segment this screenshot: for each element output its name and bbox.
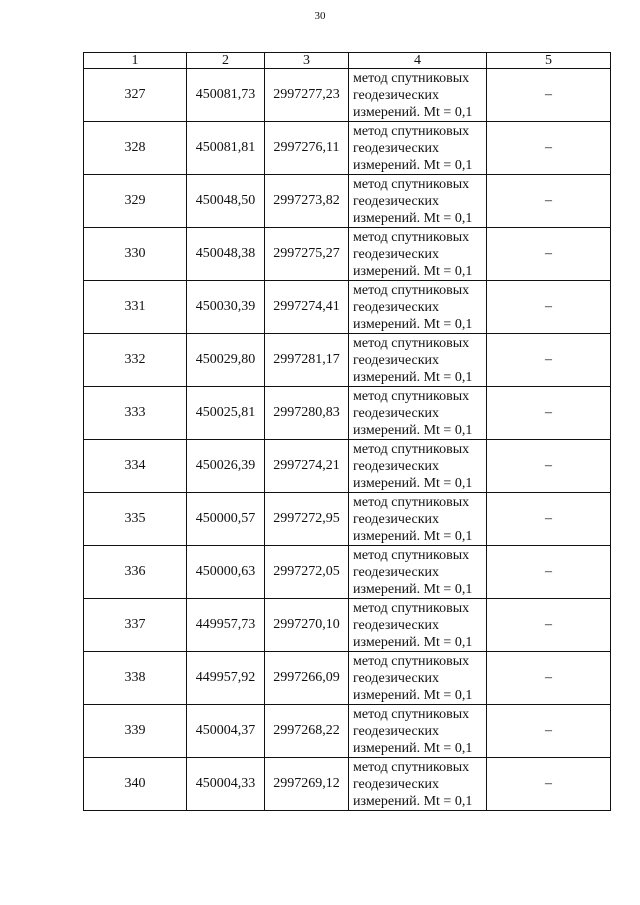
header-col-5: 5 [487,53,611,69]
note-cell: – [487,69,611,122]
table-row [84,387,611,440]
method-cell [349,758,487,811]
header-col-1: 1 [84,53,187,69]
x-coordinate-cell: 449957,92 [187,652,265,705]
method-line: измерений. Mt = 0,1 [353,793,473,809]
y-coordinate-cell: 2997266,09 [265,652,349,705]
note-cell: – [487,228,611,281]
table-row [84,599,611,652]
method-line: геодезических [353,458,440,474]
method-line: геодезических [353,299,440,315]
x-coordinate-cell: 450004,33 [187,758,265,811]
method-line: метод спутниковых [353,388,470,404]
method-line: измерений. Mt = 0,1 [353,210,473,226]
method-line: измерений. Mt = 0,1 [353,316,473,332]
method-line: измерений. Mt = 0,1 [353,104,473,120]
method-line: измерений. Mt = 0,1 [353,581,473,597]
method-line: метод спутниковых [353,282,470,298]
note-cell: – [487,334,611,387]
table-row [84,334,611,387]
method-line: геодезических [353,193,440,209]
y-coordinate-cell: 2997277,23 [265,69,349,122]
page-number: 30 [314,10,326,22]
note-cell: – [487,387,611,440]
table-row [84,281,611,334]
point-number-cell: 339 [84,705,187,758]
method-cell [349,281,487,334]
method-line: метод спутниковых [353,123,470,139]
y-coordinate-cell: 2997269,12 [265,758,349,811]
method-line: геодезических [353,617,440,633]
header-col-2: 2 [187,53,265,69]
header-col-3: 3 [265,53,349,69]
y-coordinate-cell: 2997275,27 [265,228,349,281]
method-line: геодезических [353,723,440,739]
method-cell [349,705,487,758]
method-line: геодезических [353,511,440,527]
method-line: измерений. Mt = 0,1 [353,740,473,756]
method-line: метод спутниковых [353,229,470,245]
table-header [84,53,611,69]
point-number-cell: 328 [84,122,187,175]
y-coordinate-cell: 2997274,41 [265,281,349,334]
table-row [84,652,611,705]
method-line: метод спутниковых [353,335,470,351]
x-coordinate-cell: 450048,38 [187,228,265,281]
header-col-4: 4 [349,53,487,69]
table-row [84,546,611,599]
point-number-cell: 340 [84,758,187,811]
y-coordinate-cell: 2997280,83 [265,387,349,440]
table-row [84,175,611,228]
point-number-cell: 333 [84,387,187,440]
note-cell: – [487,599,611,652]
x-coordinate-cell: 450081,81 [187,122,265,175]
method-line: измерений. Mt = 0,1 [353,634,473,650]
y-coordinate-cell: 2997272,05 [265,546,349,599]
note-cell: – [487,175,611,228]
point-number-cell: 329 [84,175,187,228]
y-coordinate-cell: 2997281,17 [265,334,349,387]
x-coordinate-cell: 450081,73 [187,69,265,122]
method-line: геодезических [353,776,440,792]
method-line: измерений. Mt = 0,1 [353,422,473,438]
method-line: метод спутниковых [353,494,470,510]
method-line: геодезических [353,140,440,156]
header-row [84,53,611,69]
method-line: метод спутниковых [353,759,470,775]
method-line: измерений. Mt = 0,1 [353,528,473,544]
x-coordinate-cell: 450000,63 [187,546,265,599]
method-cell [349,387,487,440]
method-line: измерений. Mt = 0,1 [353,475,473,491]
x-coordinate-cell: 449957,73 [187,599,265,652]
x-coordinate-cell: 450004,37 [187,705,265,758]
method-line: метод спутниковых [353,70,470,86]
x-coordinate-cell: 450048,50 [187,175,265,228]
note-cell: – [487,546,611,599]
note-cell: – [487,652,611,705]
method-line: геодезических [353,352,440,368]
y-coordinate-cell: 2997273,82 [265,175,349,228]
point-number-cell: 334 [84,440,187,493]
point-number-cell: 337 [84,599,187,652]
method-line: измерений. Mt = 0,1 [353,687,473,703]
table-row [84,758,611,811]
y-coordinate-cell: 2997270,10 [265,599,349,652]
method-line: геодезических [353,405,440,421]
table-row [84,440,611,493]
point-number-cell: 331 [84,281,187,334]
method-line: метод спутниковых [353,547,470,563]
y-coordinate-cell: 2997268,22 [265,705,349,758]
table-row [84,705,611,758]
x-coordinate-cell: 450025,81 [187,387,265,440]
table-row [84,493,611,546]
note-cell: – [487,493,611,546]
method-cell [349,599,487,652]
point-number-cell: 338 [84,652,187,705]
method-cell [349,440,487,493]
method-line: геодезических [353,246,440,262]
method-cell [349,69,487,122]
method-line: измерений. Mt = 0,1 [353,263,473,279]
x-coordinate-cell: 450029,80 [187,334,265,387]
method-line: метод спутниковых [353,176,470,192]
method-line: метод спутниковых [353,600,470,616]
note-cell: – [487,281,611,334]
method-cell [349,334,487,387]
y-coordinate-cell: 2997272,95 [265,493,349,546]
table-row [84,228,611,281]
y-coordinate-cell: 2997276,11 [265,122,349,175]
table-row [84,69,611,122]
method-cell [349,228,487,281]
method-cell [349,175,487,228]
method-line: метод спутниковых [353,441,470,457]
y-coordinate-cell: 2997274,21 [265,440,349,493]
method-cell [349,122,487,175]
method-cell [349,652,487,705]
x-coordinate-cell: 450026,39 [187,440,265,493]
method-line: измерений. Mt = 0,1 [353,157,473,173]
note-cell: – [487,122,611,175]
method-line: метод спутниковых [353,653,470,669]
table-body [84,69,611,811]
method-line: геодезических [353,564,440,580]
method-line: геодезических [353,87,440,103]
point-number-cell: 336 [84,546,187,599]
coordinates-table [83,52,611,811]
method-line: метод спутниковых [353,706,470,722]
method-line: геодезических [353,670,440,686]
point-number-cell: 330 [84,228,187,281]
x-coordinate-cell: 450030,39 [187,281,265,334]
x-coordinate-cell: 450000,57 [187,493,265,546]
point-number-cell: 327 [84,69,187,122]
note-cell: – [487,758,611,811]
note-cell: – [487,705,611,758]
note-cell: – [487,440,611,493]
point-number-cell: 332 [84,334,187,387]
table-row [84,122,611,175]
method-cell [349,493,487,546]
method-cell [349,546,487,599]
point-number-cell: 335 [84,493,187,546]
method-line: измерений. Mt = 0,1 [353,369,473,385]
